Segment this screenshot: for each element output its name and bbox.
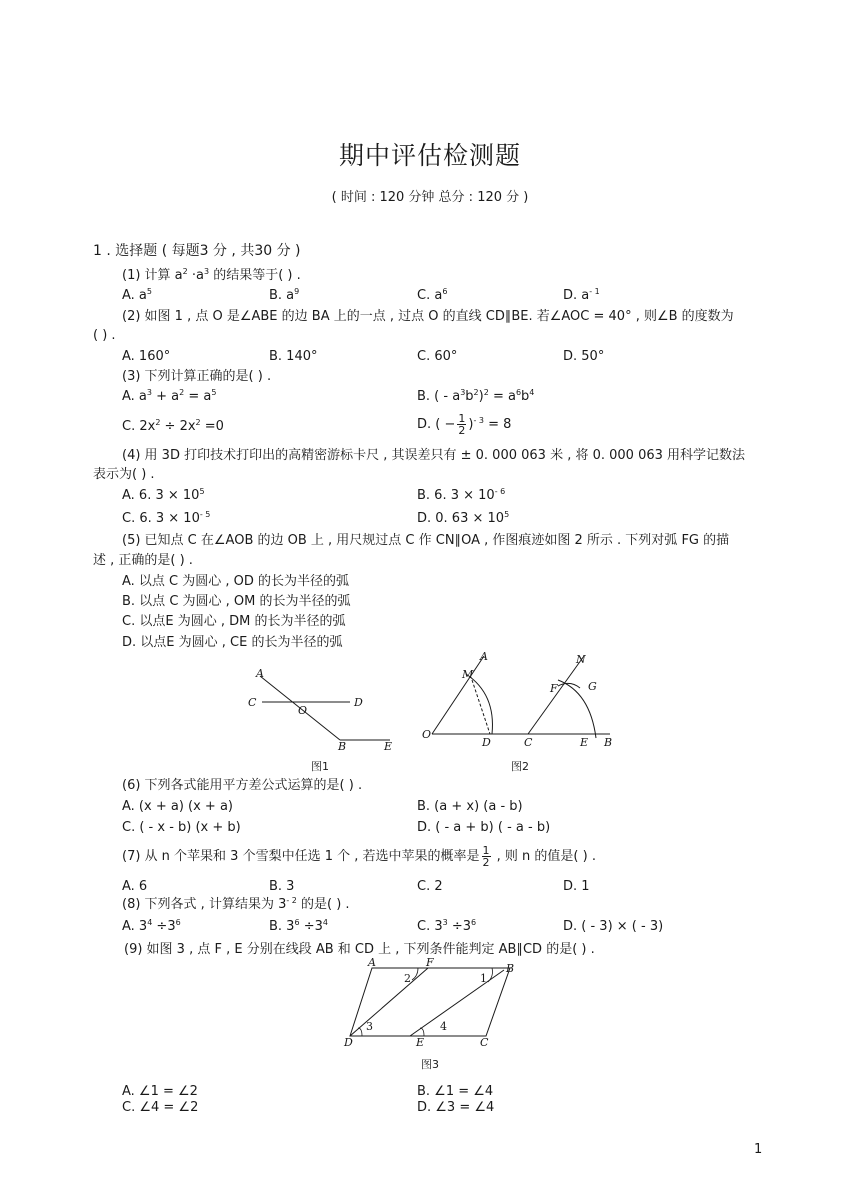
q2-option-a: A. 160° xyxy=(122,349,171,364)
question-3-stem: (3) 下列计算正确的是( ) . xyxy=(122,369,272,384)
q1-option-b: B. $a^9$ xyxy=(269,287,300,303)
fig2-label-a: A xyxy=(480,650,488,663)
fraction-half: $\frac{1}{2}$ xyxy=(482,844,490,869)
question-6-stem: (6) 下列各式能用平方差公式运算的是( ) . xyxy=(122,778,363,793)
fig2-label-e: E xyxy=(580,736,589,749)
q3-option-b: B. ( - $a^3b^2)^2 = a^6b^4$ xyxy=(417,388,535,404)
q8-option-c: C. $3^3 \div 3^6$ xyxy=(417,918,477,934)
q5-option-a: A. 以点 C 为圆心 , OD 的长为半径的弧 xyxy=(122,574,350,589)
question-5-stem: (5) 已知点 C 在∠AOB 的边 OB 上 , 用尺规过点 C 作 CN∥OA , 作图痕迹如图 2 所示 . 下列对弧 FG 的描 xyxy=(122,533,730,548)
fig2-label-c: C xyxy=(524,736,533,749)
fig3-angle-4: 4 xyxy=(440,1020,447,1033)
q9-option-c: C. ∠4 = ∠2 xyxy=(122,1100,199,1115)
page-subtitle: ( 时间 : 120 分钟 总分 : 120 分 ) xyxy=(331,190,529,205)
fig1-label-e: E xyxy=(384,740,393,752)
figure-3-caption: 图3 xyxy=(421,1058,439,1071)
q6-option-c: C. ( - x - b) (x + b) xyxy=(122,820,241,835)
q2-option-b: B. 140° xyxy=(269,349,318,364)
q5-option-d: D. 以点E 为圆心 , CE 的长为半径的弧 xyxy=(122,635,343,650)
q5-option-b: B. 以点 C 为圆心 , OM 的长为半径的弧 xyxy=(122,594,351,609)
figure-2-caption: 图2 xyxy=(511,760,529,773)
q7-option-b: B. 3 xyxy=(269,879,295,894)
fig2-label-b: B xyxy=(604,736,613,749)
question-2-stem-cont: ( ) . xyxy=(93,328,116,343)
fig2-label-m: M xyxy=(462,668,474,681)
figure-3-diagram xyxy=(340,958,520,1050)
q1-option-a: A. $a^5$ xyxy=(122,287,152,303)
fig3-label-b: B xyxy=(506,962,515,975)
page-title: 期中评估检测题 xyxy=(338,141,521,170)
q7-option-c: C. 2 xyxy=(417,879,443,894)
question-4-stem: (4) 用 3D 打印技术打印出的高精密游标卡尺 , 其误差只有 ± 0. 000 063 米 , 将 0. 000 063 用科学记数法 xyxy=(122,448,746,463)
q7-option-d: D. 1 xyxy=(563,879,590,894)
q4-option-c: C. 6. $3 \times 10^{- 5}$ xyxy=(122,510,211,526)
question-9-stem: (9) 如图 3 , 点 F , E 分别在线段 AB 和 CD 上 , 下列条件能判定 AB∥CD 的是( ) . xyxy=(124,942,595,957)
figure-1-diagram xyxy=(240,662,405,752)
q1-option-c: C. $a^6$ xyxy=(417,287,448,303)
fig2-label-d: D xyxy=(482,736,491,749)
fig3-angle-3: 3 xyxy=(366,1020,373,1033)
q2-option-c: C. 60° xyxy=(417,349,458,364)
fig1-label-a: A xyxy=(256,667,264,680)
fig3-label-a: A xyxy=(368,958,376,969)
q8-option-d: D. ( - 3) × ( - 3) xyxy=(563,919,664,934)
q9-option-d: D. ∠3 = ∠4 xyxy=(417,1100,495,1115)
page-number: 1 xyxy=(754,1142,763,1157)
q1-option-d: D. $a^{- 1}$ xyxy=(563,287,600,303)
q9-option-b: B. ∠1 = ∠4 xyxy=(417,1084,494,1099)
q6-option-a: A. (x + a) (x + a) xyxy=(122,799,233,814)
section-heading: 1 . 选择题 ( 每题3 分 , 共30 分 ) xyxy=(93,243,301,259)
fig3-angle-1: 1 xyxy=(480,972,487,985)
q8-option-b: B. $3^6 \div 3^4$ xyxy=(269,918,328,934)
question-2-stem: (2) 如图 1 , 点 O 是∠ABE 的边 BA 上的一点 , 过点 O 的直线 CD∥BE. 若∠AOC = 40° , 则∠B 的度数为 xyxy=(122,309,734,324)
question-1-stem: (1) 计算 $a^2 \cdot a^3$ 的结果等于( ) . xyxy=(122,267,301,283)
fig3-label-e: E xyxy=(416,1036,425,1049)
figure-1-caption: 图1 xyxy=(311,760,329,773)
question-8-stem: (8) 下列各式 , 计算结果为 $3^{- 2}$ 的是( ) . xyxy=(122,896,350,912)
q3-option-d: D. ( − $\frac{1}{2}$ )$^{- 3}$ = 8 xyxy=(417,412,512,437)
q3-option-c: C. $2x^2 \div 2x^2 =0$ xyxy=(122,418,224,434)
question-4-stem-cont: 表示为( ) . xyxy=(93,467,155,482)
fig1-label-c: C xyxy=(248,696,257,709)
fraction-half: $\frac{1}{2}$ xyxy=(458,412,466,437)
fig3-angle-2: 2 xyxy=(404,972,411,985)
q6-option-d: D. ( - a + b) ( - a - b) xyxy=(417,820,551,835)
q7-option-a: A. 6 xyxy=(122,879,148,894)
figure-2-diagram xyxy=(418,650,620,754)
fig3-label-c: C xyxy=(480,1036,489,1049)
fig2-label-f: F xyxy=(550,682,558,695)
fig2-label-o: O xyxy=(422,728,432,741)
q2-option-d: D. 50° xyxy=(563,349,605,364)
q4-option-a: A. 6. $3 \times 10^5$ xyxy=(122,487,205,503)
q6-option-b: B. (a + x) (a - b) xyxy=(417,799,523,814)
fig1-label-b: B xyxy=(338,740,347,752)
question-7-stem: (7) 从 n 个苹果和 3 个雪梨中任选 1 个 , 若选中苹果的概率是 $\frac{1}{2}$ , 则 n 的值是( ) . xyxy=(122,844,596,869)
q5-option-c: C. 以点E 为圆心 , DM 的长为半径的弧 xyxy=(122,614,346,629)
fig1-label-o: O xyxy=(298,704,308,717)
fig2-label-n: N xyxy=(576,653,586,666)
q4-option-d: D. 0. $63 \times 10^5$ xyxy=(417,510,510,526)
q9-option-a: A. ∠1 = ∠2 xyxy=(122,1084,198,1099)
question-5-stem-cont: 述 , 正确的是( ) . xyxy=(93,553,193,568)
fig3-label-f: F xyxy=(426,958,434,969)
q4-option-b: B. 6. $3 \times 10^{- 6}$ xyxy=(417,487,506,503)
q8-option-a: A. $3^4 \div 3^6$ xyxy=(122,918,181,934)
q3-option-a: A. $a^3 + a^2 = a^5$ xyxy=(122,388,217,404)
fig1-label-d: D xyxy=(354,696,363,709)
fig3-label-d: D xyxy=(344,1036,353,1049)
fig2-label-g: G xyxy=(588,680,597,693)
